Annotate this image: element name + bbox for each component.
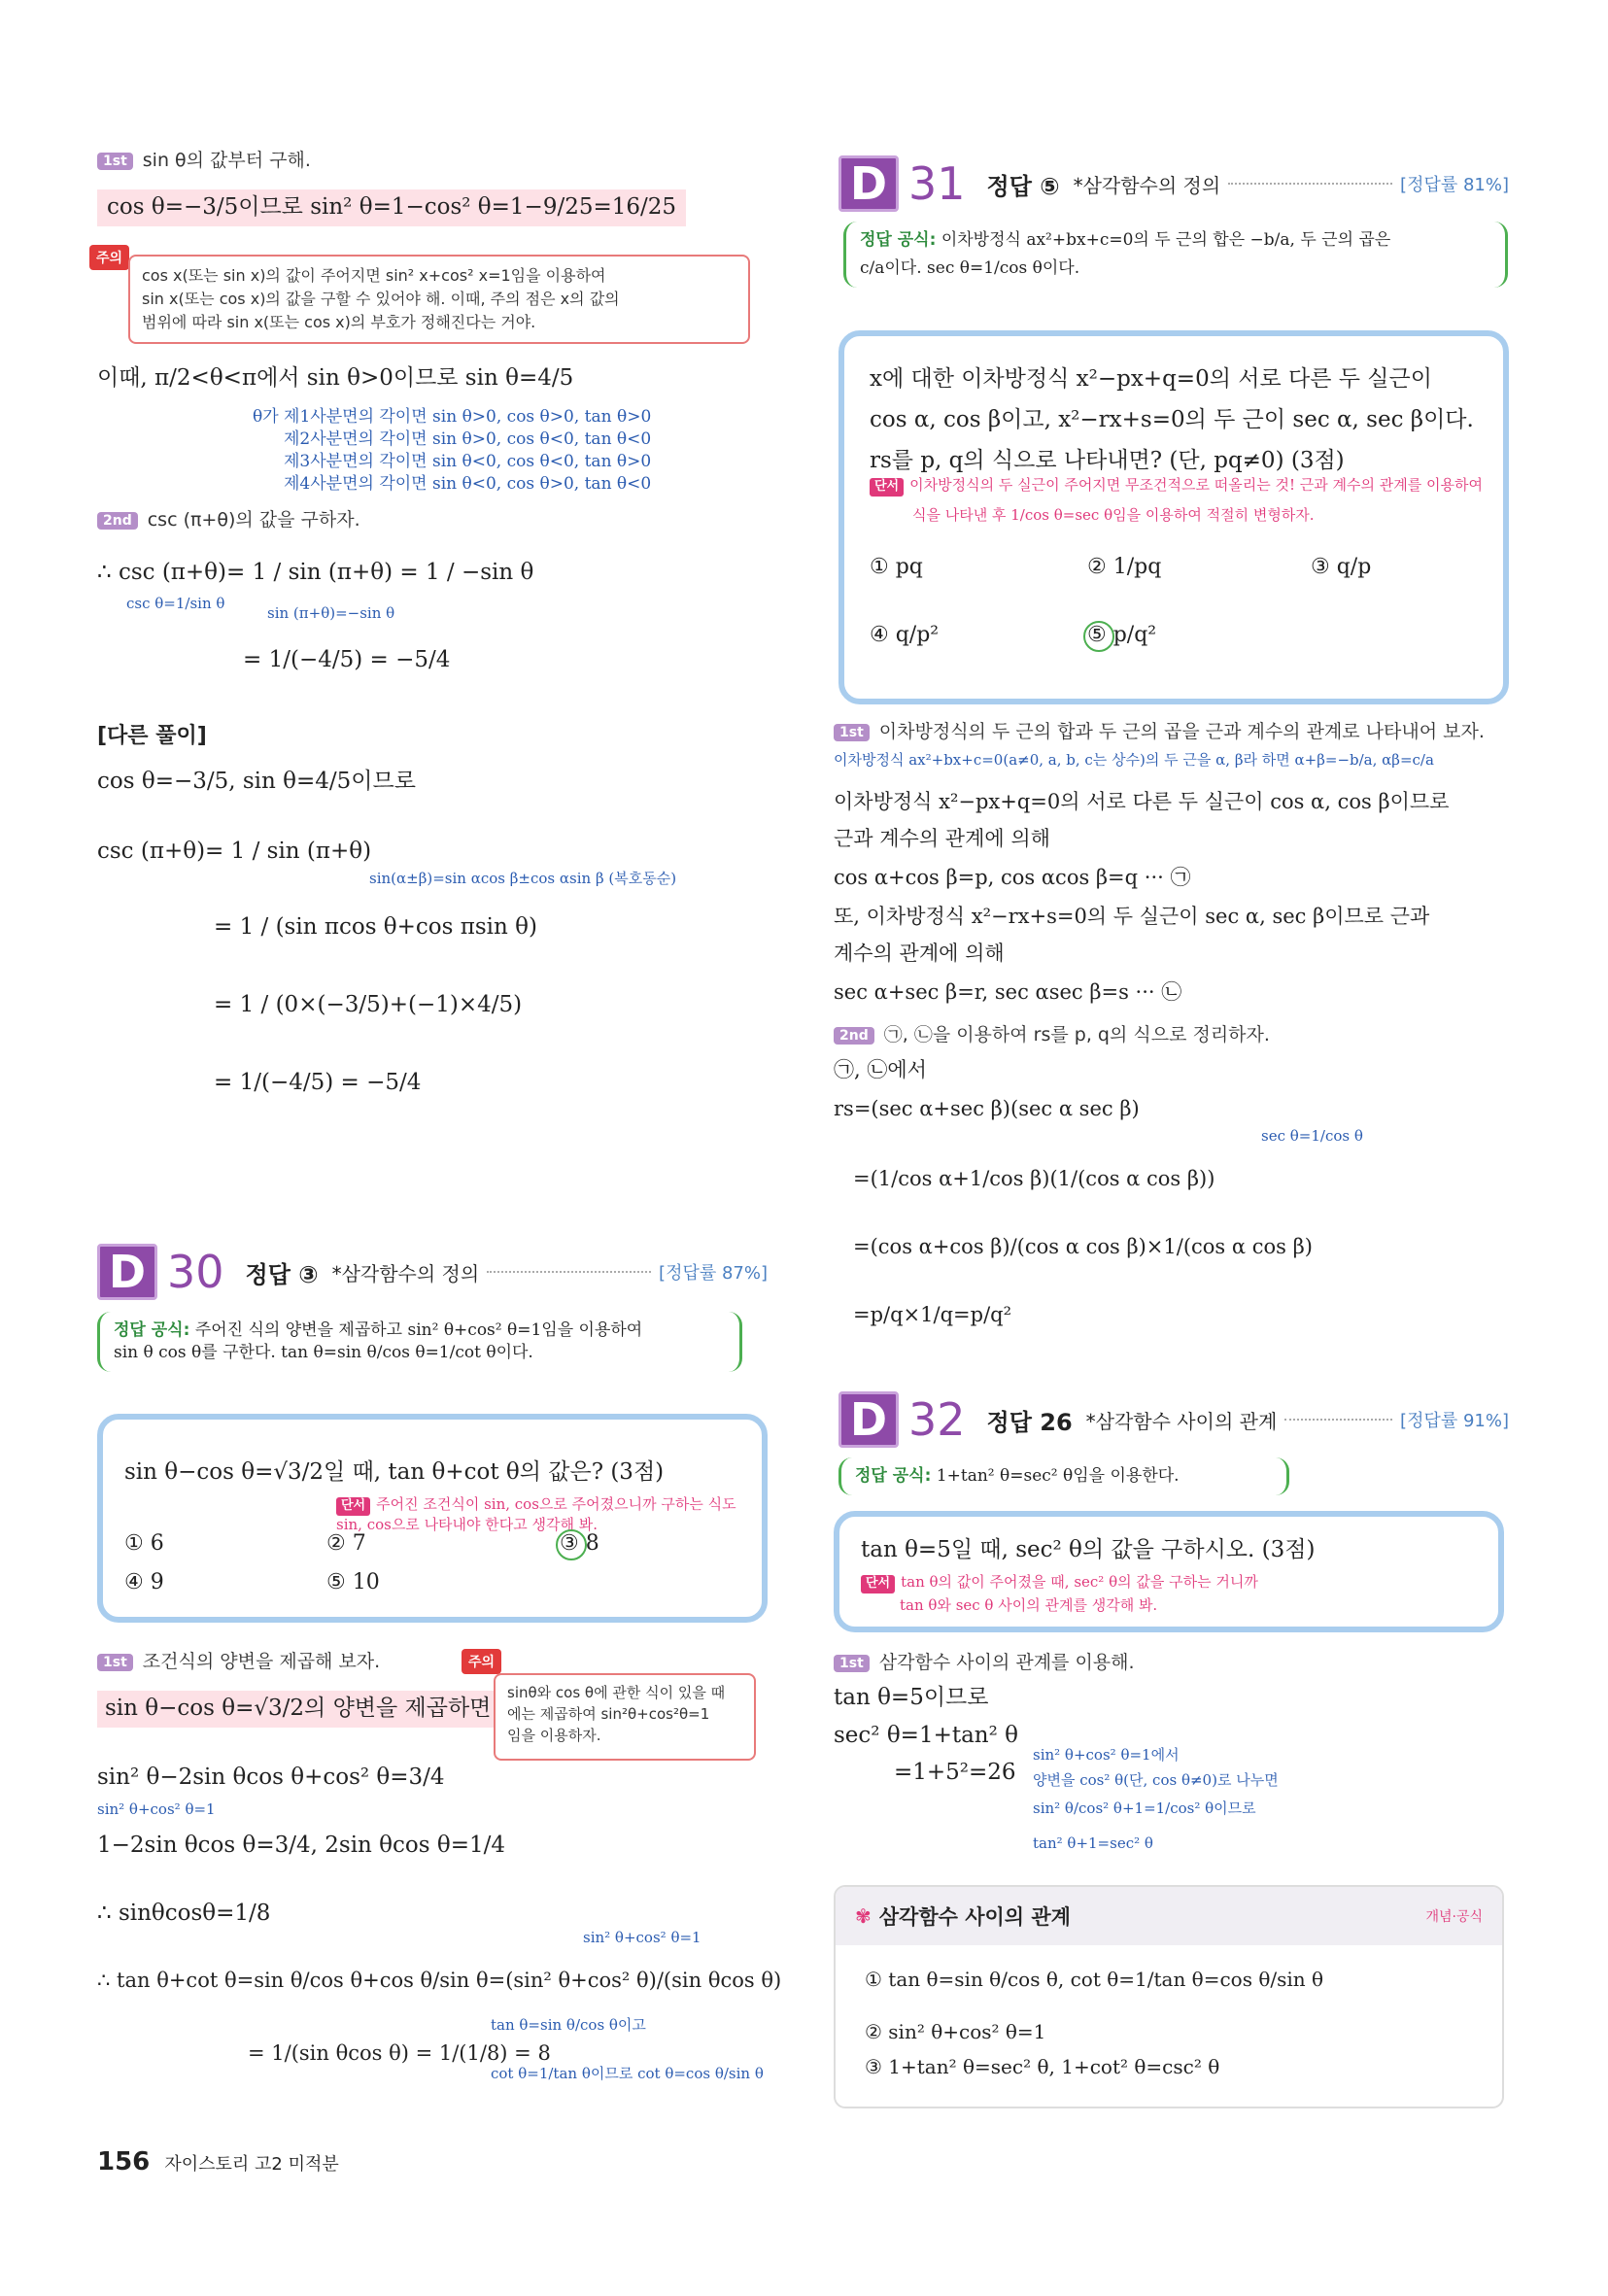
note-line: cot θ=1/tan θ이므로 cot θ=cos θ/sin θ <box>491 2065 764 2082</box>
formula-text: c/a이다. sec θ=1/cos θ이다. <box>860 257 1080 278</box>
step-tag: 2nd <box>834 1027 874 1045</box>
step-tag: 1st <box>97 153 133 170</box>
step-1st <box>834 717 1485 743</box>
step-tag: 1st <box>834 724 870 741</box>
equation-line <box>97 559 533 588</box>
note-line: 제2사분면의 각이면 sin θ>0, cos θ<0, tan θ<0 <box>284 428 652 449</box>
option-1[interactable]: ① pq <box>870 555 923 579</box>
note-line: sin² θ+cos² θ=1 <box>583 1929 701 1946</box>
formula-box <box>97 1312 742 1372</box>
note-line: tan θ=sin θ/cos θ이고 <box>491 2016 646 2034</box>
note-line: tan² θ+1=sec² θ <box>1033 1834 1153 1852</box>
formula-text: sin θ cos θ를 구한다. tan θ=sin θ/cos θ=1/cot θ이다. <box>114 1342 533 1362</box>
step-text: csc (π+θ)의 값을 구하자. <box>147 509 360 531</box>
equation-line: = 1 / (0×(−3/5)+(−1)×4/5) <box>214 992 523 1017</box>
eq-text: ∴ csc (π+θ)= <box>97 560 246 585</box>
option-5[interactable]: ⑤ 10 <box>326 1570 380 1594</box>
equation-line: 이차방정식 x²−px+q=0의 서로 다른 두 실근이 cos α, cos β이므로 <box>834 790 1450 813</box>
topic-label: *삼각함수 사이의 관계 <box>1085 1409 1278 1433</box>
hint-text: tan θ의 값이 주어졌을 때, sec² θ의 값을 구하는 거니까 <box>901 1573 1258 1591</box>
d32-header <box>838 1391 1509 1448</box>
page-footer <box>97 2147 339 2176</box>
accuracy-rate: [정답률 91%] <box>1400 1411 1509 1431</box>
caution-box <box>128 255 750 344</box>
note-line: sin² θ/cos² θ+1=1/cos² θ이므로 <box>1033 1799 1256 1817</box>
caution-line: 범위에 따라 sin x(또는 cos x)의 부호가 정해진다는 거야. <box>142 313 536 331</box>
caution-line: 에는 제곱하여 sin²θ+cos²θ=1 <box>507 1704 710 1723</box>
d-badge: D <box>838 155 899 212</box>
note-line: csc θ=1/sin θ <box>126 595 225 612</box>
d30-header <box>97 1244 768 1300</box>
note-line: sec θ=1/cos θ <box>1261 1127 1363 1145</box>
note-line: sin² θ+cos² θ=1 <box>97 1800 216 1818</box>
formula-box <box>838 1457 1289 1495</box>
accuracy-rate: [정답률 81%] <box>1400 175 1509 195</box>
equation-line: 근과 계수의 관계에 의해 <box>834 827 1050 850</box>
equation-line: = 1/(−4/5) = −5/4 <box>214 1070 422 1095</box>
hint-text: 주어진 조건식이 sin, cos으로 주어졌으니까 구하는 식도 sin, cos으로 나타내야 한다고 생각해 봐. <box>336 1495 736 1533</box>
caution-line: sin x(또는 cos x)의 값을 구할 수 있어야 해. 이때, 주의 점은 x의 값의 <box>142 290 620 308</box>
eq-text: = 1/(−4/5) = −5/4 <box>243 647 451 672</box>
question-text: x에 대한 이차방정식 x²−px+q=0의 서로 다른 두 실근이 <box>870 366 1432 392</box>
step-text: 이차방정식의 두 근의 합과 두 근의 곱을 근과 계수의 관계로 나타내어 보자. <box>878 721 1485 742</box>
equation-line: =p/q×1/q=p/q² <box>853 1303 1012 1326</box>
hint-text: 이차방정식의 두 실근이 주어지면 무조건적으로 떠올리는 것! 근과 계수의 관계를 이용하여 <box>909 476 1483 494</box>
equation-line: 계수의 관계에 의해 <box>834 942 1005 965</box>
hint <box>870 476 1483 497</box>
equation-line <box>97 189 686 226</box>
caution-line: sinθ와 cos θ에 관한 식이 있을 때 <box>507 1684 726 1701</box>
dotted-leader <box>1284 1419 1392 1421</box>
equation-line: ㉠, ㉡에서 <box>834 1058 927 1081</box>
formula-label: 정답 공식: <box>855 1466 932 1486</box>
dotted-leader <box>487 1271 651 1273</box>
caution-tag: 주의 <box>89 245 129 270</box>
step-text: 삼각함수 사이의 관계를 이용해. <box>878 1652 1135 1673</box>
d-badge: D <box>97 1244 157 1300</box>
equation-line: csc (π+θ)= 1 / sin (π+θ) <box>97 839 372 864</box>
step-1st <box>97 1647 380 1673</box>
step-tag: 2nd <box>97 512 138 530</box>
formula-text: 주어진 식의 양변을 제곱하고 sin² θ+cos² θ=1임을 이용하여 <box>194 1320 643 1340</box>
note-line: sin(α±β)=sin αcos β±cos αsin β (복호동순) <box>369 870 677 887</box>
equation-line: sec² θ=1+tan² θ <box>834 1723 1018 1748</box>
equation-line: sec α+sec β=r, sec αsec β=s ··· ㉡ <box>834 980 1182 1004</box>
caution-tag: 주의 <box>462 1649 501 1674</box>
equation-line: 1−2sin θcos θ=3/4, 2sin θcos θ=1/4 <box>97 1833 506 1858</box>
eq-text: 1 / sin (π+θ) = 1 / −sin θ <box>252 560 534 585</box>
answer-circle-icon <box>556 1529 587 1560</box>
alt-solution-title: [다른 풀이] <box>97 724 207 748</box>
question-text: sin θ−cos θ=√3/2일 때, tan θ+cot θ의 값은? (3점) <box>124 1459 665 1485</box>
note-line: sin² θ+cos² θ=1에서 <box>1033 1746 1180 1764</box>
concept-summary-box <box>834 1885 1504 2108</box>
eq-text: 이때, π/2<θ<π에서 sin θ>0이므로 sin θ=4/5 <box>97 365 574 391</box>
caution-line: 임을 이용하자. <box>507 1726 601 1744</box>
question-box <box>838 330 1509 704</box>
hint-tag: 단서 <box>870 478 904 497</box>
topic-label: *삼각함수의 정의 <box>331 1261 480 1285</box>
hint-tag: 단서 <box>861 1575 895 1593</box>
equation-line: sin θ−cos θ=√3/2의 양변을 제곱하면 <box>97 1691 498 1728</box>
dotted-leader <box>1228 183 1392 185</box>
equation-line: =1+5²=26 <box>894 1760 1016 1785</box>
summary-item: ③ 1+tan² θ=sec² θ, 1+cot² θ=csc² θ <box>865 2055 1220 2078</box>
answer-label: 정답 ⑤ <box>986 172 1060 200</box>
problem-number: 31 <box>908 157 966 210</box>
note-line: θ가 제1사분면의 각이면 sin θ>0, cos θ>0, tan θ>0 <box>253 407 652 427</box>
formula-text: 1+tan² θ=sec² θ임을 이용한다. <box>936 1466 1180 1486</box>
formula-label: 정답 공식: <box>114 1320 190 1340</box>
page-number: 156 <box>97 2147 151 2176</box>
eq-text: cos θ=−3/5이므로 sin² θ=1−cos² θ=1−9/25=16/25 <box>107 194 677 220</box>
equation-line <box>97 364 573 394</box>
accuracy-rate: [정답률 87%] <box>659 1263 768 1284</box>
step-tag: 1st <box>834 1655 870 1672</box>
equation-line: =(cos α+cos β)/(cos α cos β)×1/(cos α cos β) <box>853 1235 1313 1258</box>
equation-line: sin² θ−2sin θcos θ+cos² θ=3/4 <box>97 1765 445 1790</box>
summary-badge: 개념·공식 <box>1425 1909 1483 1925</box>
summary-item: ① tan θ=sin θ/cos θ, cot θ=1/tan θ=cos θ/sin θ <box>865 1968 1324 1991</box>
equation-line <box>243 646 450 675</box>
option-4[interactable]: ④ q/p² <box>870 623 940 647</box>
option-2[interactable]: ② 7 <box>326 1531 366 1556</box>
hint-tag: 단서 <box>336 1497 370 1516</box>
step-text: 조건식의 양변을 제곱해 보자. <box>142 1651 381 1672</box>
step-2nd <box>834 1020 1270 1046</box>
note-line: 양변을 cos² θ(단, cos θ≠0)로 나누면 <box>1033 1771 1279 1789</box>
question-text: rs를 p, q의 식으로 나타내면? (단, pq≠0) (3점) <box>870 448 1345 473</box>
topic-label: *삼각함수의 정의 <box>1073 173 1221 197</box>
note-line: 이차방정식 ax²+bx+c=0(a≠0, a, b, c는 상수)의 두 근을 α, β라 하면 α+β=−b/a, αβ=c/a <box>834 751 1434 769</box>
option-2[interactable]: ② 1/pq <box>1087 555 1162 579</box>
formula-box <box>843 222 1508 288</box>
equation-line: tan θ=5이므로 <box>834 1685 989 1710</box>
quadrant-notes <box>253 406 651 496</box>
note-line: 제4사분면의 각이면 sin θ<0, cos θ>0, tan θ<0 <box>284 473 652 494</box>
step-1st <box>97 146 311 172</box>
formula-label: 정답 공식: <box>860 230 937 250</box>
hint-text: tan θ와 sec θ 사이의 관계를 생각해 봐. <box>900 1596 1158 1614</box>
d31-header <box>838 155 1509 212</box>
equation-line: cos θ=−3/5, sin θ=4/5이므로 <box>97 769 416 794</box>
equation-line: = 1 / (sin πcos θ+cos πsin θ) <box>214 914 537 940</box>
note-line: sin (π+θ)=−sin θ <box>267 604 395 622</box>
option-5[interactable]: ⑤ p/q² <box>1087 623 1157 647</box>
option-1[interactable]: ① 6 <box>124 1531 164 1556</box>
equation-line: = 1/(sin θcos θ) = 1/(1/8) = 8 <box>248 2041 551 2065</box>
step-text: sin θ의 값부터 구해. <box>142 150 311 171</box>
summary-item: ② sin² θ+cos² θ=1 <box>865 2020 1046 2043</box>
equation-line: ∴ tan θ+cot θ=sin θ/cos θ+cos θ/sin θ=(sin² θ+cos² θ)/(sin θcos θ) <box>97 1969 782 1992</box>
option-3[interactable]: ③ q/p <box>1311 555 1372 579</box>
option-4[interactable]: ④ 9 <box>124 1570 164 1594</box>
answer-label: 정답 26 <box>986 1408 1073 1436</box>
hint <box>336 1495 744 1534</box>
caution-box <box>494 1673 756 1761</box>
equation-line: 또, 이차방정식 x²−rx+s=0의 두 실근이 sec α, sec β이므로 근과 <box>834 905 1430 928</box>
problem-number: 32 <box>908 1393 966 1446</box>
hint <box>861 1573 1258 1593</box>
summary-header <box>836 1887 1502 1945</box>
question-box <box>834 1511 1504 1632</box>
summary-title: 삼각함수 사이의 관계 <box>878 1905 1071 1929</box>
step-1st <box>834 1648 1135 1674</box>
equation-line: ∴ sinθcosθ=1/8 <box>97 1901 271 1926</box>
step-2nd <box>97 505 360 531</box>
gear-icon: ✾ <box>855 1904 872 1928</box>
hint-text: 식을 나타낸 후 1/cos θ=sec θ임을 이용하여 적절히 변형하자. <box>912 506 1315 524</box>
problem-number: 30 <box>167 1246 224 1298</box>
answer-label: 정답 ③ <box>245 1260 319 1288</box>
note-line: 제3사분면의 각이면 sin θ<0, cos θ<0, tan θ>0 <box>284 451 652 471</box>
formula-text: 이차방정식 ax²+bx+c=0의 두 근의 합은 −b/a, 두 근의 곱은 <box>941 230 1391 250</box>
book-title: 자이스토리 고2 미적분 <box>164 2154 339 2175</box>
equation-line: cos α+cos β=p, cos αcos β=q ··· ㉠ <box>834 866 1191 889</box>
caution-line: cos x(또는 sin x)의 값이 주어지면 sin² x+cos² x=1임을 이용하여 <box>142 266 606 285</box>
step-text: ㉠, ㉡을 이용하여 rs를 p, q의 식으로 정리하자. <box>883 1024 1270 1045</box>
step-tag: 1st <box>97 1654 133 1671</box>
question-text: cos α, cos β이고, x²−rx+s=0의 두 근이 sec α, sec β이다. <box>870 407 1474 432</box>
question-text: tan θ=5일 때, sec² θ의 값을 구하시오. (3점) <box>861 1537 1316 1562</box>
equation-line: =(1/cos α+1/cos β)(1/(cos α cos β)) <box>853 1167 1215 1190</box>
answer-circle-icon <box>1083 621 1114 652</box>
question-box <box>97 1414 768 1623</box>
equation-line: rs=(sec α+sec β)(sec α sec β) <box>834 1097 1140 1120</box>
option-3[interactable]: ③ 8 <box>560 1531 599 1556</box>
d-badge: D <box>838 1391 899 1448</box>
